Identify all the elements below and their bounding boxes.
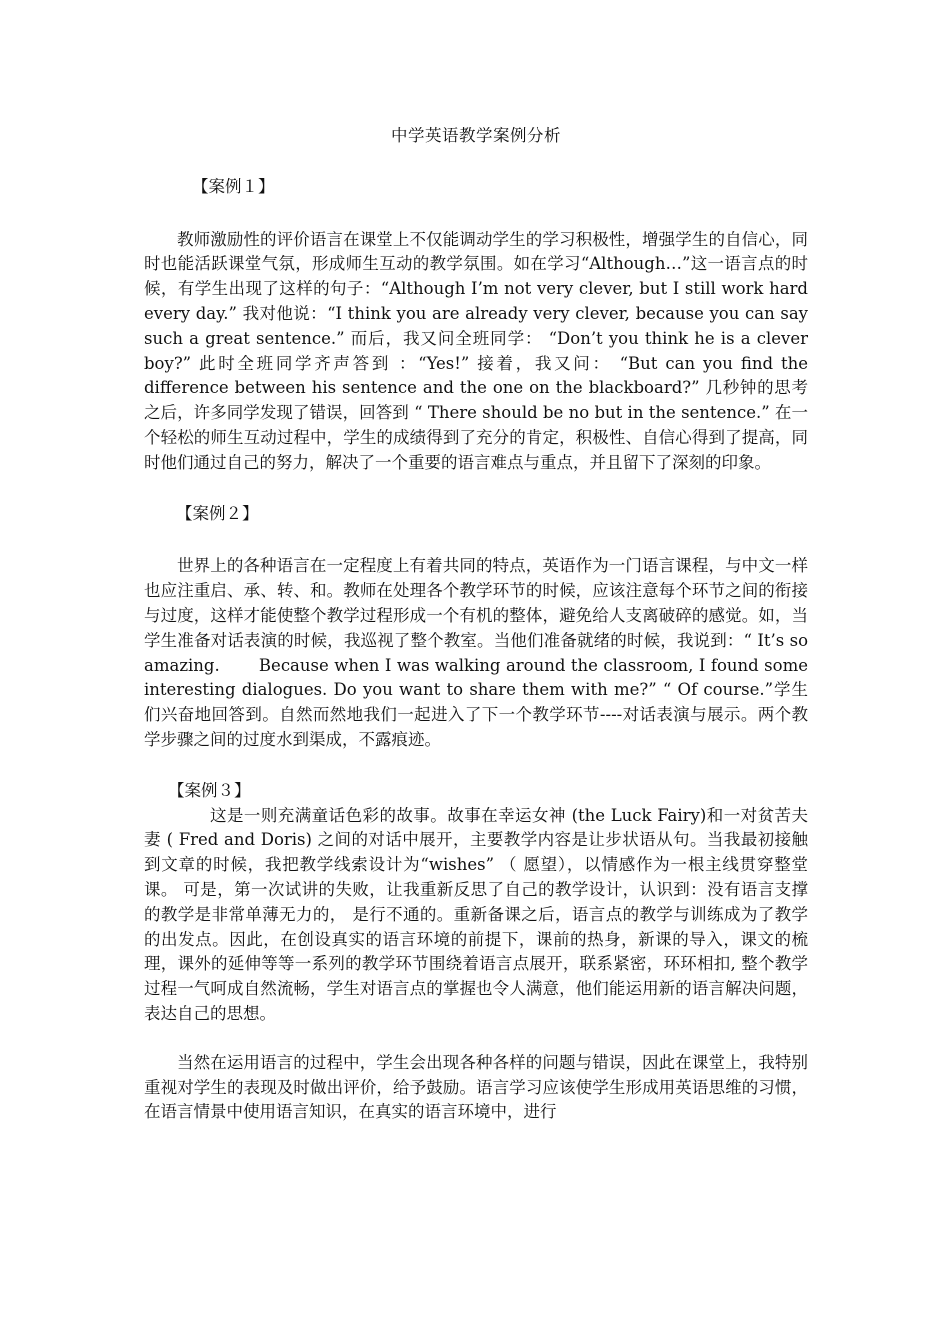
- document-title: 中学英语教学案例分析: [391, 126, 561, 145]
- case-3-paragraph: 这是一则充满童话色彩的故事。故事在幸运女神 (the Luck Fairy)和一对贫苦夫妻 ( Fred and Doris) 之间的对话中展开，主要教学内容是让步状语从句。当我最初接触到文章的时候，我把教学线索设计为“wishes” （ 愿望），以情感作为一根主线贯穿整堂课。 可是，第一次试讲的失败，让我重新反思了自己的教学设计，认识到：没有语言支撑的教学是非常单薄无力的， 是行不通的。重新备课之后，语言点的教学与训练成为了教学的出发点。因此，在创设真实的语言环境的前提下，课前的热身，新课的导入，课文的梳理，课外的延伸等等一系列的教学环节围绕着语言点展开，联系紧密，环环相扣, 整个教学过程一气呵成自然流畅，学生对语言点的掌握也令人满意，他们能运用新的语言解决问题，表达自己的思想。: [144, 805, 808, 1023]
- case-2-heading: 【案例２】: [176, 503, 259, 523]
- case-1-paragraph: 教师激励性的评价语言在课堂上不仅能调动学生的学习积极性，增强学生的自信心，同时也能活跃课堂气氛，形成师生互动的教学氛围。如在学习“Although…”这一语言点的时候，有学生出现了这样的句子：“Although I’m not very clever, but I still work hard every day.” 我对他说：“I think you are already very clever, because you can say such a great sentence.” 而后，我又问全班同学： “Don’t you think he is a clever boy?” 此时全班同学齐声答到 ：“Yes!” 接着，我又问： “But can you find the difference between his sentence and the one on the blackboard?” 几秒钟的思考之后，许多同学发现了错误，回答到 “ There should be no but in the sentence.” 在一个轻松的师生互动过程中，学生的成绩得到了充分的肯定，积极性、自信心得到了提高，同时他们通过自己的努力，解决了一个重要的语言难点与重点，并且留下了深刻的印象。: [144, 229, 808, 472]
- case-1-heading: 【案例１】: [192, 176, 275, 196]
- closing-paragraph: 当然在运用语言的过程中，学生会出现各种各样的问题与错误，因此在课堂上，我特别重视对学生的表现及时做出评价，给予鼓励。语言学习应该使学生形成用英语思维的习惯，在语言情景中使用语言知识，在真实的语言环境中，进行: [144, 1052, 808, 1122]
- case-2-paragraph: 世界上的各种语言在一定程度上有着共同的特点，英语作为一门语言课程，与中文一样也应注重启、承、转、和。教师在处理各个教学环节的时候，应该注意每个环节之间的衔接与过度，这样才能使整个教学过程形成一个有机的整体，避免给人支离破碎的感觉。如，当学生准备对话表演的时候，我巡视了整个教室。当他们准备就绪的时候，我说到：“ It’s so amazing. Because when I was walking around the classroom, I found some interesting dialogues. Do you want to share them with me?” “ Of course.”学生们兴奋地回答到。自然而然地我们一起进入了下一个教学环节----对话表演与展示。两个教学步骤之间的过度水到渠成，不露痕迹。: [144, 556, 808, 749]
- case-3-heading: 【案例３】: [168, 780, 251, 800]
- document-body: [144, 120, 808, 1125]
